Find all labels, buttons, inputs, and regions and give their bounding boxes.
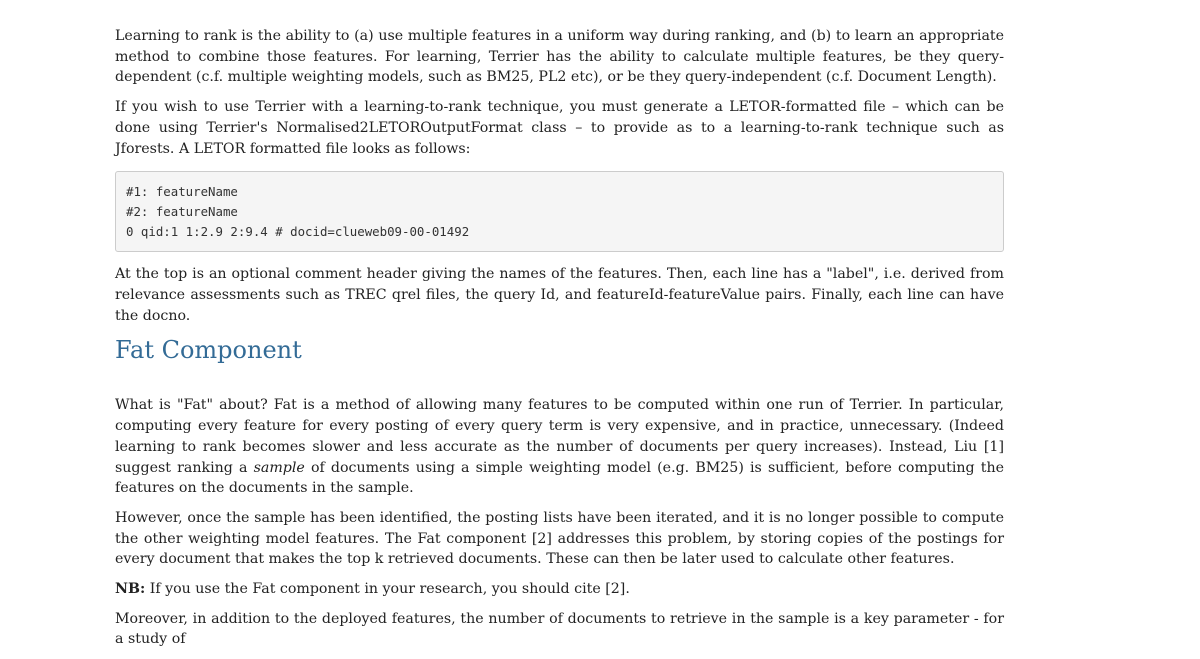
fat-paragraph-1 [115,395,1004,499]
code-line-1: #1: featureName [126,184,238,200]
fat-p1-text-end: of documents using a simple weighting model (e.g. BM25) is sufficient, before computing the features on the documents in the sample. [115,459,1004,497]
fat-paragraph-2: However, once the sample has been identified, the posting lists have been iterated, and it is no longer possible to compute the other weighting model features. The Fat component [2] addresses this problem, by storing copies of the postings for every document that makes the top k retrieved documents. These can then be later used to calculate other features. [115,509,1004,568]
code-line-3: 0 qid:1 1:2.9 2:9.4 # docid=clueweb09-00-01492 [126,223,470,239]
fat-paragraph-4: Moreover, in addition to the deployed features, the number of documents to retrieve in the sample is a key parameter - for a study of [115,610,1004,648]
intro-paragraph-3: At the top is an optional comment header giving the names of the features. Then, each line has a "label", i.e. derived from relevance assessments such as TREC qrel files, the query Id, and featureId-featureValue pairs. Finally, each line can have the docno. [115,266,1004,324]
document-content [115,26,1004,659]
fat-p1-emphasis: sample [253,459,305,476]
fat-p1-text-start: What is "Fat" about? Fat is a method of allowing many features to be computed within one run of Terrier. In particular, computing every feature for every posting of every query term is very expensive, and in practice, unnecessary. (Indeed learning to rank becomes slower and less accurate as the number of documents per query increases). Instead, Liu [1] suggest ranking a [115,397,1004,476]
nb-text: If you use the Fat component in your research, you should cite [2]. [145,581,630,598]
fat-nb-paragraph [115,579,1004,600]
letor-code-block[interactable] [115,171,1004,252]
nb-label: NB: [115,581,146,598]
intro-paragraph-1: Learning to rank is the ability to (a) use multiple features in a uniform way during ranking, and (b) to learn an appropriate method to combine those features. For learning, Terrier has the ability to calculate multiple features, be they query-dependent (c.f. multiple weighting models, such as BM25, PL2 etc), or be they query-independent (c.f. Document Length). [115,28,1004,86]
section-heading-fat-component: Fat Component [115,336,302,365]
code-line-2: #2: featureName [126,203,238,219]
intro-paragraph-2: If you wish to use Terrier with a learning-to-rank technique, you must generate a LETOR-formatted file – which can be done using Terrier's Normalised2LETOROutputFormat class – to provide as to a learning-to-rank technique such as Jforests. A LETOR formatted file looks as follows: [115,99,1004,157]
